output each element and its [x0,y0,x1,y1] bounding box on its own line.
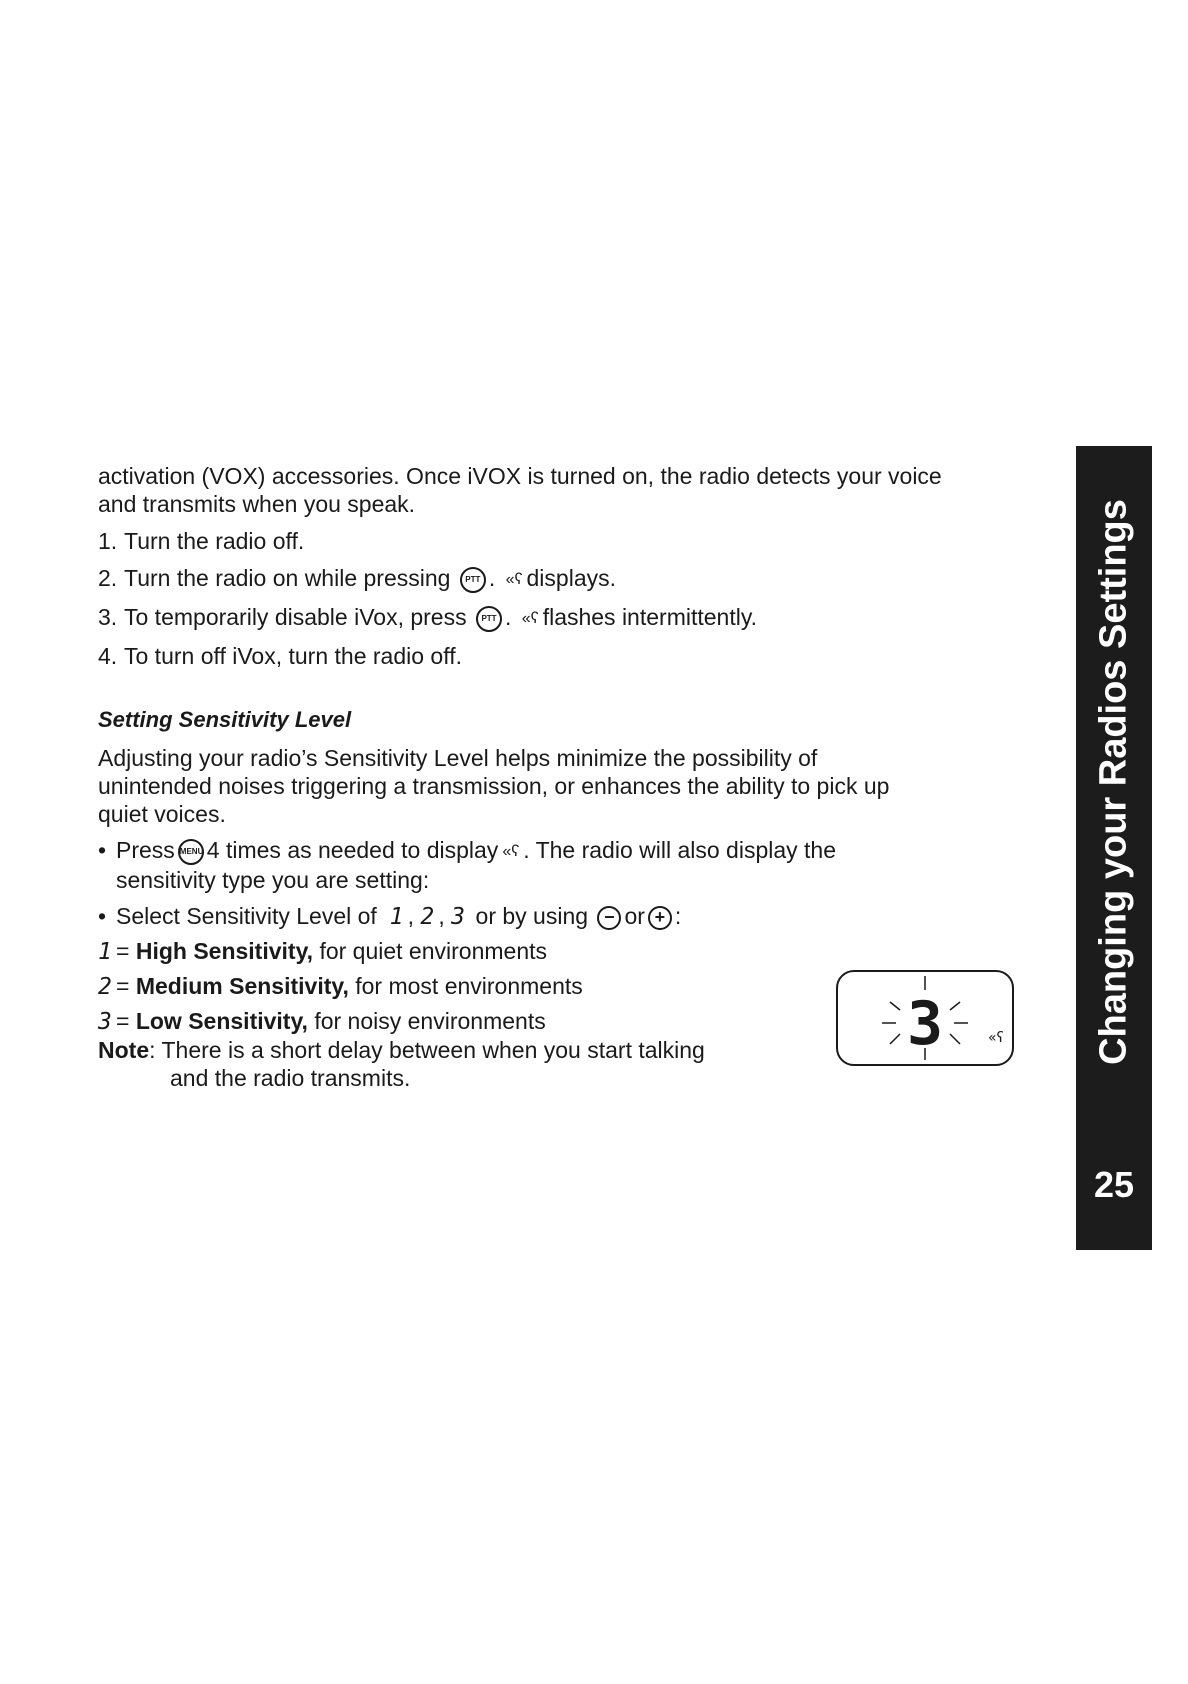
level-name: High Sensitivity, [135,937,314,964]
vox-icon: «ʕ [502,842,520,860]
vox-icon: «ʕ [521,609,539,627]
page-number: 25 [1093,1164,1135,1205]
level-eq: = [116,1007,130,1034]
minus-button-icon: − [597,906,621,930]
level-eq: = [116,937,130,964]
vox-icon: «ʕ [505,570,523,588]
plus-button-icon: + [648,906,672,930]
bullet-text: Select Sensitivity Level of [116,902,377,929]
lcd-display-graphic [838,972,1012,1064]
level-name: Medium Sensitivity, [135,972,349,999]
bullet-text: . The radio will also display the [523,836,837,863]
para-line: quiet voices. [98,800,226,827]
bullet-dot: • [98,836,107,863]
level-name: Low Sensitivity, [135,1007,308,1034]
bullet-text: : [674,902,682,929]
bullet-text: Press [116,836,175,863]
para-line: unintended noises triggering a transmission, or enhances the ability to pick up [98,772,890,799]
step-number: 3. [98,603,118,630]
intro-line-2: and transmits when you speak. [98,491,416,517]
step-4 [98,642,1058,670]
para-line: Adjusting your radio’s Sensitivity Level helps minimize the possibility of [98,744,818,771]
ptt-button-icon: PTT [476,606,502,632]
step-text: To turn off iVox, turn the radio off. [124,642,462,669]
section-paragraph [98,744,1058,828]
step-text-after: displays. [526,565,616,591]
step-text: Turn the radio off. [124,528,305,554]
step-number: 2. [98,565,118,591]
level-digit: 1 [98,938,112,965]
step-number: 4. [98,642,118,669]
chapter-title: Changing your Radios Settings [1092,499,1135,1065]
level-desc: for most environments [355,972,583,999]
level-desc: for noisy environments [314,1007,546,1034]
note-continuation: and the radio transmits. [170,1064,411,1091]
level-digit: 2 [98,973,112,1000]
note-label: Note [98,1036,150,1063]
step-text-after: flashes intermittently. [542,603,758,630]
level-eq: = [116,972,130,999]
intro-line-1: activation (VOX) accessories. Once iVOX is turned on, the radio detects your voice [98,463,942,489]
vox-icon: «ʕ [988,1030,1004,1046]
level-high [98,937,1058,966]
menu-button-icon: MENU [178,839,204,865]
bullet-continuation: sensitivity type you are setting: [116,866,430,893]
bullet-text: or by using [475,902,589,929]
bullet-press-menu [98,836,1058,894]
bullet-dot: • [98,902,107,929]
level-digit: 3 [451,903,465,930]
bullet-text: 4 times as needed to display [206,836,499,863]
step-number: 1. [98,528,118,554]
step-2: 2. Turn the radio on while pressing PTT . «ʕ displays. [98,564,1058,594]
lcd-digit: 3 [906,989,944,1059]
step-1 [98,527,1058,555]
step-text: To temporarily disable iVox, press [124,603,467,630]
level-digit: 1 [389,903,404,930]
bullet-select-level: • Select Sensitivity Level of 1 , 2 , 3 or by using − or + : [98,902,682,930]
bullet-text: or [624,902,645,929]
ptt-button-icon: PTT [460,567,486,593]
level-desc: for quiet environments [319,937,548,964]
lcd-display-illustration [836,970,1014,1066]
chapter-side-tab [1076,446,1152,1250]
level-digit: 2 [420,903,435,930]
step-3: 3. To temporarily disable iVox, press PTT . «ʕ flashes intermittently. [98,603,1058,633]
level-digit: 3 [98,1008,112,1035]
section-heading: Setting Sensitivity Level [98,706,352,732]
note-text: : There is a short delay between when you start talking [149,1036,705,1063]
step-text: Turn the radio on while pressing [124,565,451,591]
